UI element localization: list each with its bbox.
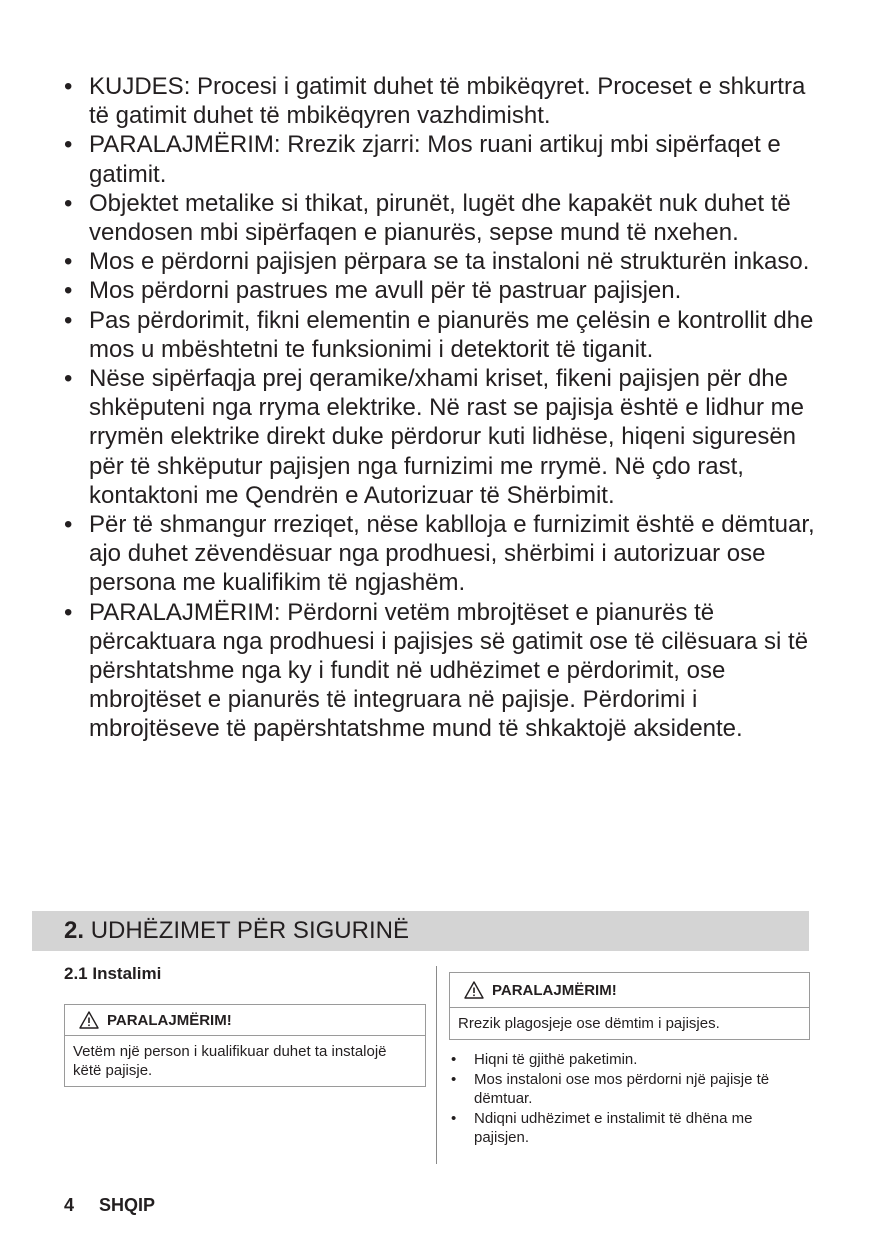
section-number: 2. bbox=[64, 917, 85, 944]
left-column bbox=[64, 962, 426, 1087]
section-heading-bar bbox=[32, 911, 809, 951]
bullet-item: • Pas përdorimit, fikni elementin e pianurës me çelësin e kontrollit dhe mos u mbështetni te funksionimi i detektorit të tiganit. bbox=[64, 306, 816, 364]
bullet-item: • Për të shmangur rreziqet, nëse kablloja e furnizimit është e dëmtuar, ajo duhet zëvendësuar nga prodhuesi, shërbimi i autorizuar ose persona me kualifikim të ngjashëm. bbox=[64, 510, 816, 598]
safety-bullet-list bbox=[64, 72, 816, 744]
warning-heading: PARALAJMËRIM! bbox=[492, 981, 617, 999]
install-bullet-item: • Hiqni të gjithë paketimin. bbox=[449, 1050, 810, 1070]
bullet-item: • Mos përdorni pastrues me avull për të pastruar pajisjen. bbox=[64, 276, 816, 305]
right-column bbox=[449, 972, 810, 1148]
page-number: 4 bbox=[64, 1195, 75, 1215]
warning-header bbox=[65, 1005, 425, 1036]
subsection-title: 2.1 Instalimi bbox=[64, 964, 162, 983]
column-divider bbox=[436, 966, 437, 1164]
bullet-item: • Objektet metalike si thikat, pirunët, lugët dhe kapakët nuk duhet të vendosen mbi sipërfaqen e pianurës, sepse mund të nxehen. bbox=[64, 189, 816, 247]
install-bullet-list bbox=[449, 1050, 810, 1148]
bullet-item: • PARALAJMËRIM: Rrezik zjarri: Mos ruani artikuj mbi sipërfaqet e gatimit. bbox=[64, 130, 816, 188]
warning-triangle-icon bbox=[79, 1011, 99, 1029]
bullet-item: • KUJDES: Procesi i gatimit duhet të mbikëqyret. Proceset e shkurtra të gatimit duhet të mbikëqyren vazhdimisht. bbox=[64, 72, 816, 130]
warning-heading: PARALAJMËRIM! bbox=[107, 1011, 232, 1029]
page-footer bbox=[64, 1193, 155, 1217]
bullet-item: • PARALAJMËRIM: Përdorni vetëm mbrojtëset e pianurës të përcaktuara nga prodhuesi i pajisjes së gatimit ose të cilësuara si të përshtatshme nga ky i fundit në udhëzimet e përdorimit, ose mbrojtëset e pianurës të integruara në pajisje. Përdorimi i mbrojtëseve të papërshtatshme mund të shkaktojë aksidente. bbox=[64, 598, 816, 744]
bullet-item: • Mos e përdorni pajisjen përpara se ta instaloni në strukturën inkaso. bbox=[64, 247, 816, 276]
install-bullet-item: • Mos instaloni ose mos përdorni një pajisje të dëmtuar. bbox=[449, 1070, 810, 1109]
warning-text: Vetëm një person i kualifikuar duhet ta instalojë këtë pajisje. bbox=[73, 1043, 387, 1079]
footer-language: SHQIP bbox=[99, 1195, 156, 1215]
install-bullet-item: • Ndiqni udhëzimet e instalimit të dhëna me pajisjen. bbox=[449, 1109, 810, 1148]
warning-header bbox=[450, 973, 809, 1008]
warning-box-left bbox=[64, 1004, 426, 1087]
warning-triangle-icon bbox=[464, 981, 484, 999]
section-title: UDHËZIMET PËR SIGURINË bbox=[90, 917, 409, 944]
bullet-item: • Nëse sipërfaqja prej qeramike/xhami kriset, fikeni pajisjen për dhe shkëputeni nga rryma elektrike. Në rast se pajisja është e lidhur me rrymën elektrike direkt duke përdorur kuti lidhëse, hiqeni siguresën për të shkëputur pajisjen nga furnizimi me rrymë. Në çdo rast, kontaktoni me Qendrën e Autorizuar të Shërbimit. bbox=[64, 364, 816, 510]
warning-box-right bbox=[449, 972, 810, 1040]
warning-text: Rrezik plagosjeje ose dëmtim i pajisjes. bbox=[458, 1015, 720, 1032]
